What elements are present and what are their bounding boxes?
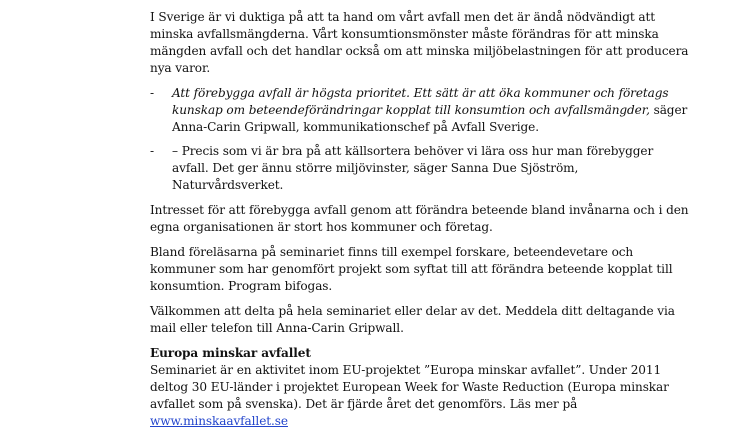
document-page [150,9,690,438]
welcome-paragraph: Välkommen att delta på hela seminariet eller delar av det. Meddela ditt deltagande via mail eller telefon till Anna-Carin Gripwall. [150,304,675,335]
website-link[interactable]: www.minskaavfallet.se [150,414,288,428]
speakers-paragraph: Bland föreläsarna på seminariet finns till exempel forskare, beteendevetare och kommuner som har genomfört projekt som syftat till att förändra beteende kopplat till konsumtion. Program bifogas. [150,245,673,293]
section-body: Seminariet är en aktivitet inom EU-projektet ”Europa minskar avfallet”. Under 2011 deltog 30 EU-länder i projektet European Week for Waste Reduction (Europa minskar avfallet som på svenska). Det är fjärde året det genomförs. Läs mer på [150,363,669,411]
bullet-dash: - [150,86,154,100]
quote-list [150,85,690,194]
section-heading: Europa minskar avfallet [150,346,311,360]
quote-text: – Precis som vi är bra på att källsortera behöver vi lära oss hur man förebygger avfall. Det ger ännu större miljövinster, säger Sanna Due Sjöström, Naturvårdsverket. [172,144,654,192]
bullet-dash: - [150,144,154,158]
intro-paragraph: I Sverige är vi duktiga på att ta hand om vårt avfall men det är ändå nödvändigt att minska avfallsmängderna. Vårt konsumtionsmönster måste förändras för att minska mängden avfall och det handlar också om att minska miljöbelastningen för att producera nya varor. [150,10,689,75]
quote-item-sjostrom [150,143,690,194]
quote-text: Att förebygga avfall är högsta prioritet. Ett sätt är att öka kommuner och företags kunskap om beteendeförändringar kopplat till konsumtion och avfallsmängder, [172,86,669,117]
quote-attribution: säger Anna-Carin Gripwall, kommunikationschef på Avfall Sverige. [172,103,688,134]
section-paragraph [150,362,690,430]
interest-paragraph: Intresset för att förebygga avfall genom att förändra beteende bland invånarna och i den egna organisationen är stort hos kommuner och företag. [150,203,689,234]
quote-item-gripwall [150,85,690,136]
